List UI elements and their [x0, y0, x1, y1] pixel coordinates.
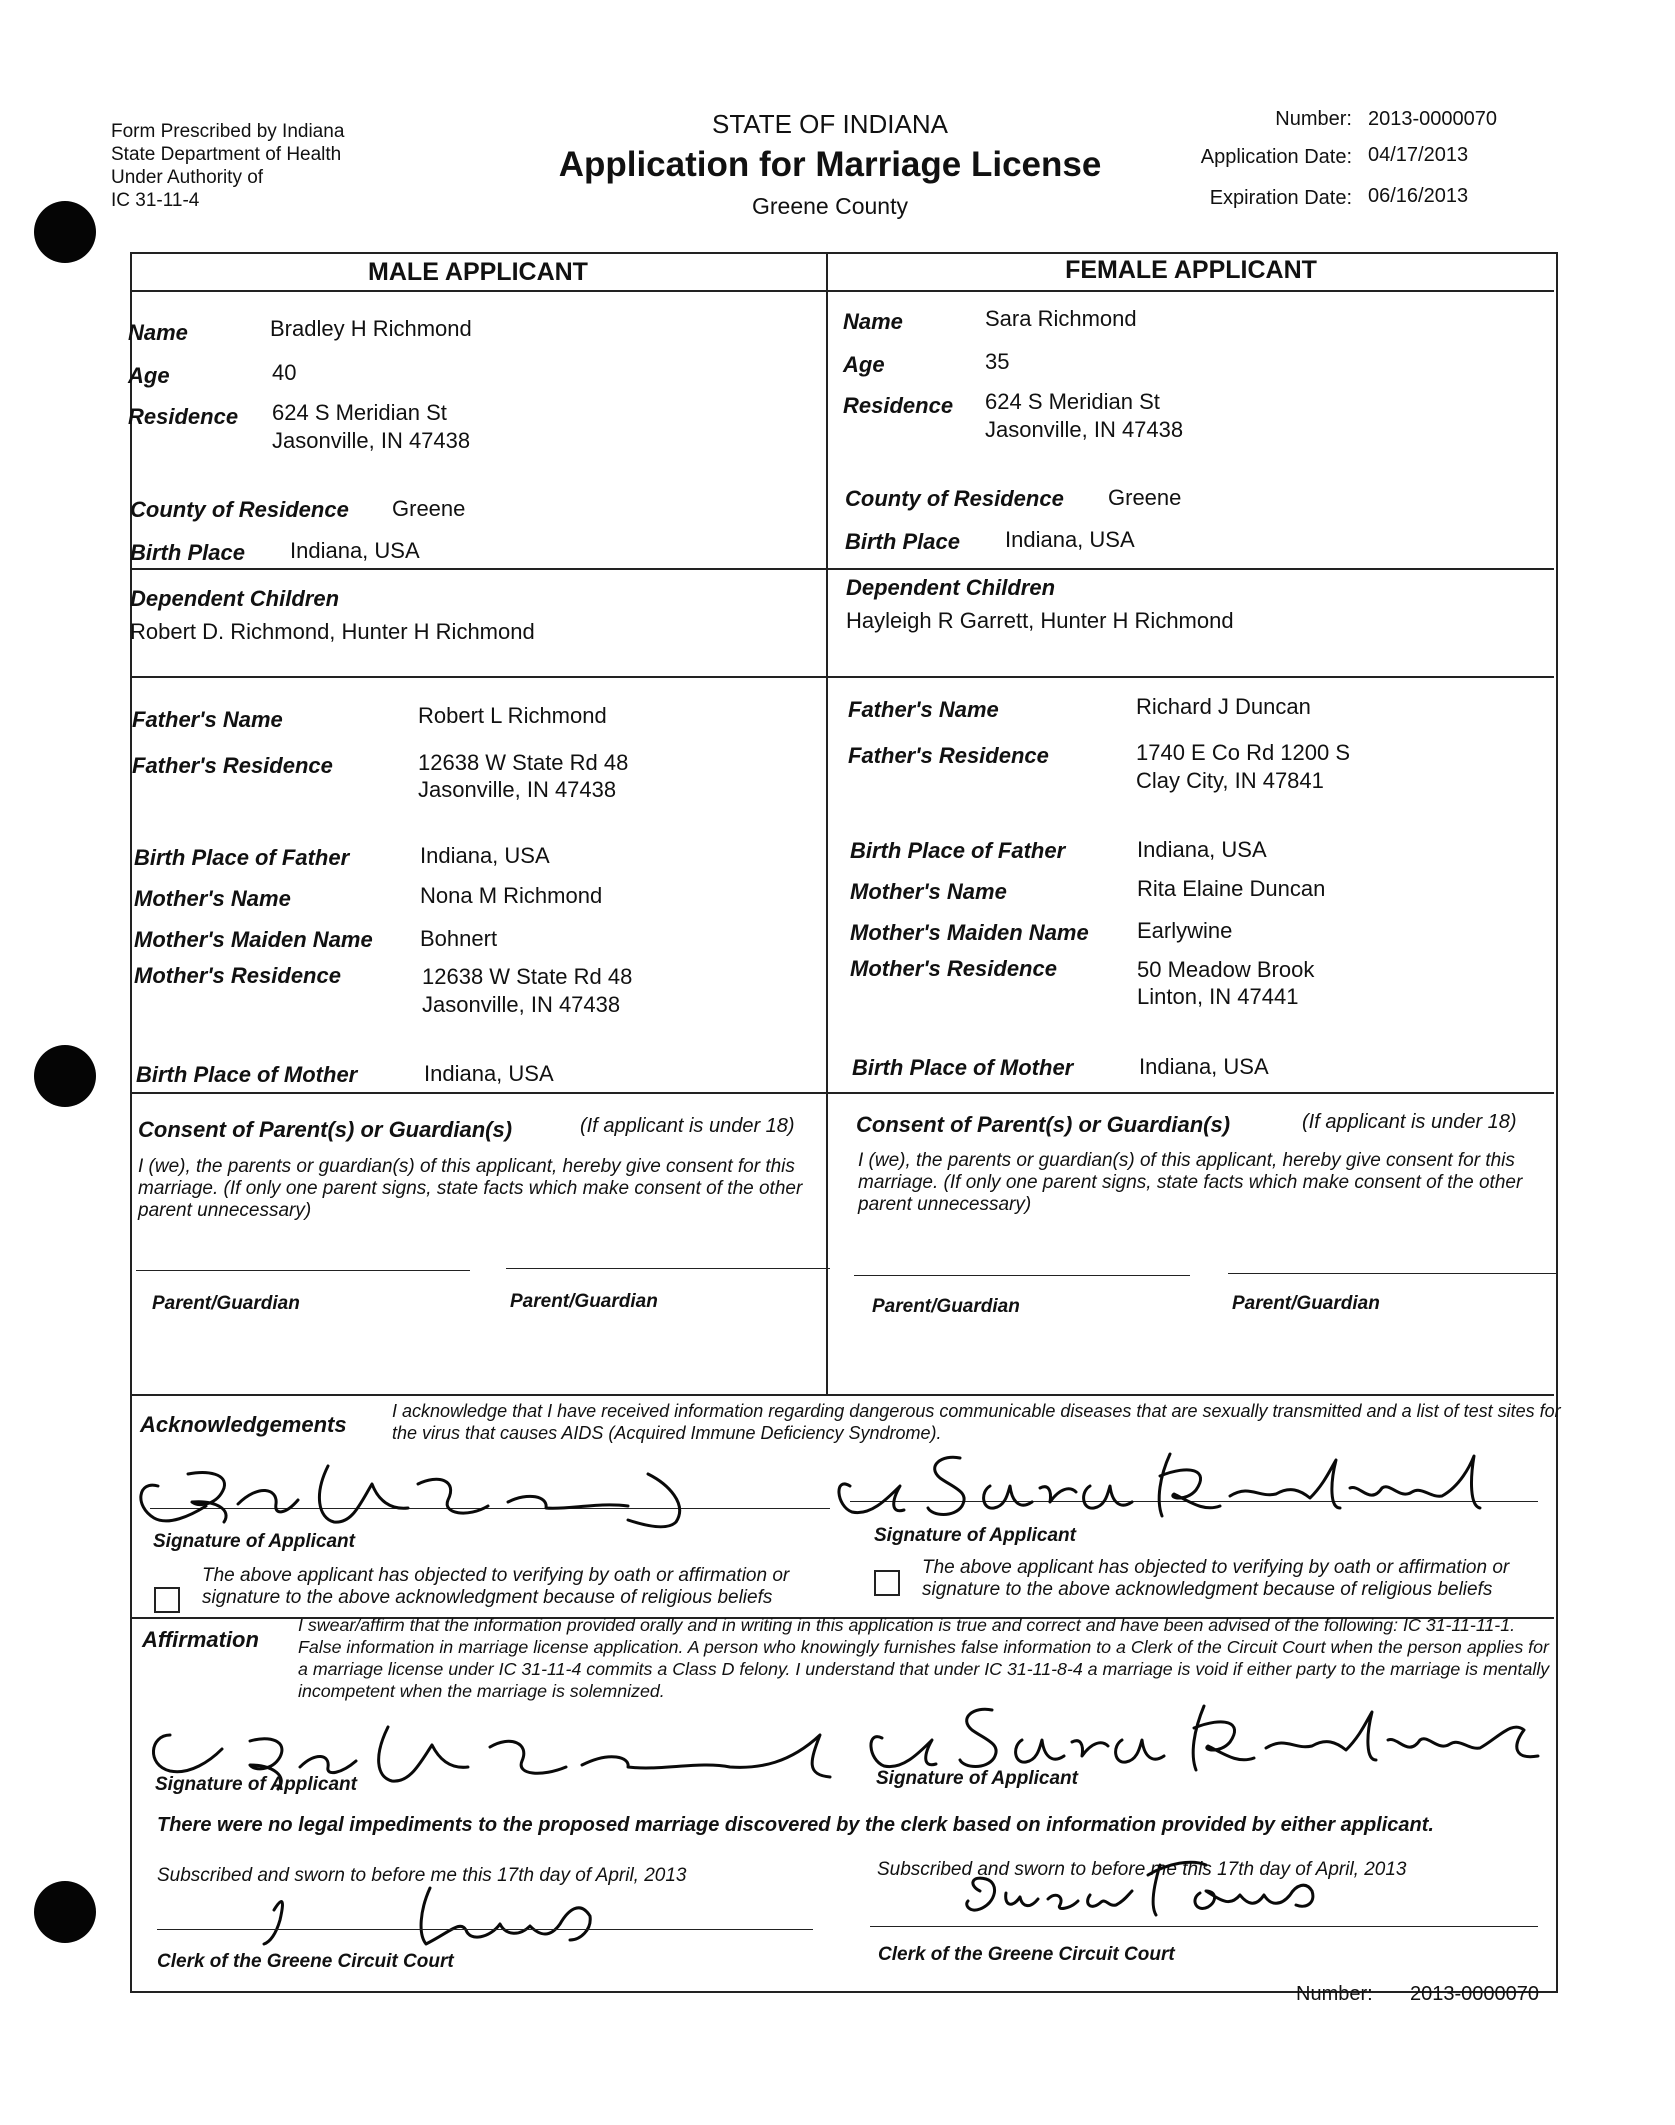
- male-residence-line2: Jasonville, IN 47438: [272, 428, 471, 453]
- male-clerk-signature: [250, 1880, 610, 1950]
- male-birth-place-label: Birth Place: [130, 540, 245, 565]
- female-affirmation-signature-label: Signature of Applicant: [876, 1768, 1078, 1789]
- expiration-date-label: Expiration Date:: [1209, 187, 1352, 209]
- heading-divider: [130, 290, 1554, 292]
- number-value: 2013-0000070: [1368, 108, 1498, 130]
- male-birth-place-mother-label: Birth Place of Mother: [136, 1062, 358, 1087]
- row-divider: [130, 676, 1554, 678]
- male-fathers-residence-line1: 12638 W State Rd 48: [418, 750, 629, 775]
- male-parent-guardian-label-2: Parent/Guardian: [510, 1291, 658, 1312]
- male-name-label: Name: [128, 320, 188, 345]
- male-affirmation-signature-label: Signature of Applicant: [155, 1774, 357, 1795]
- female-mothers-residence-line1: 50 Meadow Brook: [1137, 957, 1315, 982]
- female-mothers-name: Rita Elaine Duncan: [1137, 876, 1326, 901]
- male-birth-place-father-label: Birth Place of Father: [134, 845, 350, 870]
- affirmation-text: I swear/affirm that the information provided orally and in writing in this application is true and correct and have been advised of the following: IC 31-11-11-1. False information in marriage license application. A person who knowingly furnishes false information to a Clerk of the Circuit Court when the person applies for a marriage license under IC 31-11-4 commits a Class D felony. I understand that under IC 31-11-8-4 a marriage is void if either party to the marriage is mentally incompetent when the marriage is solemnized.: [298, 1615, 1550, 1701]
- county-heading: Greene County: [752, 193, 908, 219]
- female-clerk-signature-line: [870, 1926, 1538, 1927]
- female-fathers-name-label: Father's Name: [848, 697, 999, 722]
- female-mothers-residence-label: Mother's Residence: [850, 956, 1057, 981]
- female-age: 35: [985, 349, 1010, 374]
- row-divider: [130, 568, 1554, 570]
- female-objected-checkbox[interactable]: [874, 1570, 900, 1596]
- female-birth-place-mother: Indiana, USA: [1139, 1054, 1269, 1079]
- row-divider: [130, 1394, 1554, 1396]
- female-age-label: Age: [843, 352, 885, 377]
- acknowledgements-title: Acknowledgements: [140, 1412, 347, 1437]
- female-birth-place-label: Birth Place: [845, 529, 960, 554]
- male-residence-line1: 624 S Meridian St: [272, 400, 447, 425]
- female-affirmation-signature: [862, 1690, 1562, 1780]
- female-fathers-residence-line1: 1740 E Co Rd 1200 S: [1136, 740, 1351, 765]
- female-mothers-residence-line2: Linton, IN 47441: [1137, 984, 1299, 1009]
- male-age-label: Age: [128, 363, 170, 388]
- male-objected-checkbox[interactable]: [154, 1587, 180, 1613]
- footer-number-value: 2013-0000070: [1410, 1983, 1540, 2005]
- male-fathers-name-label: Father's Name: [132, 707, 283, 732]
- female-dependent-children-label: Dependent Children: [846, 575, 1056, 600]
- male-dependent-children: Robert D. Richmond, Hunter H Richmond: [130, 619, 535, 644]
- prescribed-line: Under Authority of: [111, 167, 264, 188]
- female-birth-place-mother-label: Birth Place of Mother: [852, 1055, 1074, 1080]
- male-parent-signature-line-2: [506, 1268, 830, 1269]
- male-county-label: County of Residence: [130, 497, 349, 522]
- female-fathers-residence-label: Father's Residence: [848, 743, 1049, 768]
- female-birth-place-father-label: Birth Place of Father: [850, 838, 1066, 863]
- form-prescribed-by: [111, 120, 344, 212]
- female-consent-if: (If applicant is under 18): [1302, 1111, 1517, 1133]
- male-dependent-children-label: Dependent Children: [130, 586, 340, 611]
- state-heading: STATE OF INDIANA: [712, 109, 948, 139]
- female-county: Greene: [1108, 485, 1182, 510]
- female-parent-signature-line-2: [1228, 1273, 1556, 1274]
- male-consent-title: Consent of Parent(s) or Guardian(s): [138, 1117, 513, 1142]
- footer-number-label: Number:: [1296, 1983, 1373, 2005]
- female-mothers-maiden-name-label: Mother's Maiden Name: [850, 920, 1089, 945]
- prescribed-line: IC 31-11-4: [111, 190, 200, 211]
- male-birth-place-mother: Indiana, USA: [424, 1061, 554, 1086]
- number-label: Number:: [1275, 108, 1352, 130]
- male-mothers-name: Nona M Richmond: [420, 883, 603, 908]
- male-objected-text: The above applicant has objected to verifying by oath or affirmation or signature to the above acknowledgment because of religious beliefs: [202, 1565, 790, 1608]
- female-parent-guardian-label-1: Parent/Guardian: [872, 1296, 1020, 1317]
- male-mothers-residence-line2: Jasonville, IN 47438: [422, 992, 621, 1017]
- application-date-value: 04/17/2013: [1368, 144, 1469, 166]
- female-birth-place: Indiana, USA: [1005, 527, 1135, 552]
- male-mothers-maiden-name-label: Mother's Maiden Name: [134, 927, 373, 952]
- affirmation-title: Affirmation: [142, 1627, 259, 1652]
- male-clerk-label: Clerk of the Greene Circuit Court: [157, 1951, 454, 1972]
- punch-hole-top: [34, 201, 96, 263]
- female-parent-signature-line-1: [854, 1275, 1190, 1276]
- male-mothers-name-label: Mother's Name: [134, 886, 291, 911]
- male-mothers-maiden-name: Bohnert: [420, 926, 498, 951]
- male-parent-guardian-label-1: Parent/Guardian: [152, 1293, 300, 1314]
- male-birth-place-father: Indiana, USA: [420, 843, 550, 868]
- female-name-label: Name: [843, 309, 903, 334]
- female-subscribed-text: Subscribed and sworn to before me this 17th day of April, 2013: [877, 1859, 1407, 1880]
- male-birth-place: Indiana, USA: [290, 538, 420, 563]
- row-divider: [130, 1092, 1554, 1094]
- male-subscribed-text: Subscribed and sworn to before me this 17th day of April, 2013: [157, 1865, 687, 1886]
- no-impediments-statement: There were no legal impediments to the proposed marriage discovered by the clerk based on information provided by either applicant.: [157, 1814, 1434, 1836]
- female-birth-place-father: Indiana, USA: [1137, 837, 1267, 862]
- male-age: 40: [272, 360, 297, 385]
- female-dependent-children: Hayleigh R Garrett, Hunter H Richmond: [846, 608, 1234, 633]
- male-consent-text: I (we), the parents or guardian(s) of this applicant, hereby give consent for this marriage. (If only one parent signs, state facts which make consent of the other parent unnecessary): [138, 1156, 803, 1221]
- page-title: Application for Marriage License: [558, 145, 1102, 184]
- female-objected-text: The above applicant has objected to verifying by oath or affirmation or signature to the above acknowledgment because of religious beliefs: [922, 1557, 1510, 1600]
- male-county: Greene: [392, 496, 466, 521]
- female-ack-signature-label: Signature of Applicant: [874, 1525, 1076, 1546]
- female-consent-text: I (we), the parents or guardian(s) of this applicant, hereby give consent for this marriage. (If only one parent signs, state facts which make consent of the other parent unnecessary): [858, 1150, 1523, 1215]
- female-clerk-signature: [960, 1845, 1340, 1925]
- female-consent-title: Consent of Parent(s) or Guardian(s): [856, 1112, 1231, 1137]
- expiration-date-value: 06/16/2013: [1368, 185, 1469, 207]
- female-fathers-residence-line2: Clay City, IN 47841: [1136, 768, 1324, 793]
- male-ack-signature-label: Signature of Applicant: [153, 1531, 355, 1552]
- acknowledgements-text: I acknowledge that I have received information regarding dangerous communicable diseases that are sexually transmitted and a list of test sites for the virus that causes AIDS (Acquired Immune Deficiency Syndrome).: [392, 1401, 1561, 1443]
- application-date-label: Application Date:: [1200, 146, 1352, 168]
- female-residence-label: Residence: [843, 393, 954, 418]
- female-mothers-name-label: Mother's Name: [850, 879, 1007, 904]
- male-fathers-residence-label: Father's Residence: [132, 753, 333, 778]
- male-residence-label: Residence: [128, 404, 239, 429]
- punch-hole-middle: [34, 1045, 96, 1107]
- male-fathers-residence-line2: Jasonville, IN 47438: [418, 777, 617, 802]
- prescribed-line: Form Prescribed by Indiana: [111, 121, 345, 142]
- prescribed-line: State Department of Health: [111, 144, 342, 165]
- male-ack-signature: [128, 1444, 728, 1534]
- female-fathers-name: Richard J Duncan: [1136, 694, 1311, 719]
- female-applicant-heading: FEMALE APPLICANT: [1065, 256, 1317, 284]
- male-parent-signature-line-1: [136, 1270, 470, 1271]
- punch-hole-bottom: [34, 1881, 96, 1943]
- male-mothers-residence-line1: 12638 W State Rd 48: [422, 964, 633, 989]
- female-county-label: County of Residence: [845, 486, 1064, 511]
- male-name: Bradley H Richmond: [270, 316, 472, 341]
- female-residence-line2: Jasonville, IN 47438: [985, 417, 1184, 442]
- male-applicant-heading: MALE APPLICANT: [368, 258, 588, 286]
- male-clerk-signature-line: [157, 1929, 813, 1930]
- female-mothers-maiden-name: Earlywine: [1137, 918, 1233, 943]
- female-parent-guardian-label-2: Parent/Guardian: [1232, 1293, 1380, 1314]
- female-residence-line1: 624 S Meridian St: [985, 389, 1160, 414]
- female-name: Sara Richmond: [985, 306, 1137, 331]
- male-consent-if: (If applicant is under 18): [580, 1115, 795, 1137]
- female-clerk-label: Clerk of the Greene Circuit Court: [878, 1944, 1175, 1965]
- male-mothers-residence-label: Mother's Residence: [134, 963, 341, 988]
- column-divider: [826, 252, 828, 1394]
- male-fathers-name: Robert L Richmond: [418, 703, 607, 728]
- female-ack-signature: [830, 1436, 1510, 1526]
